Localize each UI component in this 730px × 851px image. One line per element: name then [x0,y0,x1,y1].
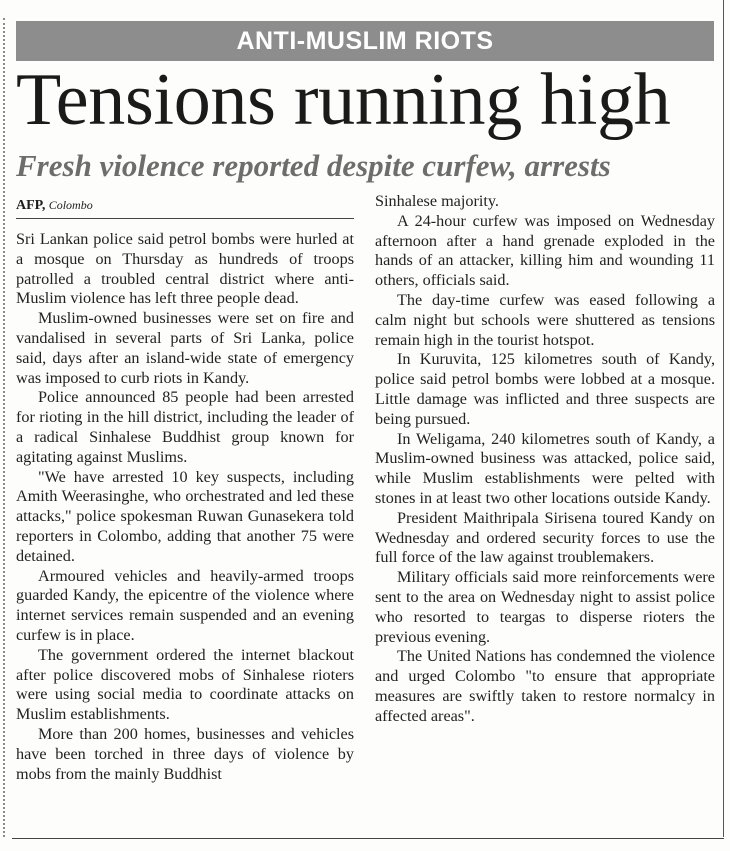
paragraph-continuation: Sinhalese majority. [375,192,499,210]
paragraph: The government ordered the internet blackout after police discovered mobs of Sinhalese rioters were using social media to coordinate attacks on Muslim establishments. [16,645,354,724]
headline: Tensions running high [16,59,671,141]
paragraph: Sri Lankan police said petrol bombs were hurled at a mosque on Thursday as hundreds of troops patrolled a troubled central district where anti-Muslim violence has left three people dead. [16,230,354,308]
section-label: ANTI-MUSLIM RIOTS [16,21,714,61]
subheadline: Fresh violence reported despite curfew, arrests [16,148,611,183]
paragraph: The United Nations has condemned the violence and urged Colombo "to ensure that appropriate measures are swiftly taken to restore normalcy in affected areas". [375,647,715,725]
paragraph: In Weligama, 240 kilometres south of Kandy, a Muslim-owned business was attacked, police said, while Muslim establishments were pelted with stones in at least two other locations outside Kandy. [375,429,715,507]
bottom-rule [12,838,724,839]
paragraph: "We have arrested 10 key suspects, including Amith Weerasinghe, who orchestrated and led these attacks," police spokesman Ruwan Gunasekera told reporters in Colombo, adding that another 75 were detained. [16,467,354,565]
paragraph: The day-time curfew was eased following a calm night but schools were shuttered as tensions remain high in the tourist hotspot. [375,290,715,349]
article-column-1 [16,230,354,784]
paragraph: Police announced 85 people had been arrested for rioting in the hill district, including the leader of a radical Sinhalese Buddhist group known for agitating against Muslims. [16,388,354,466]
byline-agency: AFP, [16,198,46,213]
paragraph: President Maithripala Sirisena toured Kandy on Wednesday and ordered security forces to use the full force of the law against troublemakers. [375,508,715,567]
paragraph: In Kuruvita, 125 kilometres south of Kandy, police said petrol bombs were lobbed at a mosque. Little damage was inflicted and three suspects are being pursued. [375,350,715,428]
paragraph: Armoured vehicles and heavily-armed troops guarded Kandy, the epicentre of the violence where internet services remain suspended and an evening curfew is in place. [16,566,354,644]
byline [16,196,354,219]
paragraph: A 24-hour curfew was imposed on Wednesday afternoon after a hand grenade exploded in the hands of an attacker, killing him and wounding 11 others, officials said. [375,211,715,290]
paragraph: Military officials said more reinforcements were sent to the area on Wednesday night to assist police who resorted to teargas to disperse rioters the previous evening. [375,568,715,646]
left-dotted-border [3,18,5,837]
paragraph: More than 200 homes, businesses and vehicles have been torched in three days of violence by mobs from the mainly Buddhist [16,724,354,783]
right-column-rule [723,0,724,837]
byline-location: Colombo [48,198,93,212]
article-column-2 [375,192,715,727]
paragraph: Muslim-owned businesses were set on fire and vandalised in several parts of Sri Lanka, police said, days after an island-wide state of emergency was imposed to curb riots in Kandy. [16,309,354,387]
